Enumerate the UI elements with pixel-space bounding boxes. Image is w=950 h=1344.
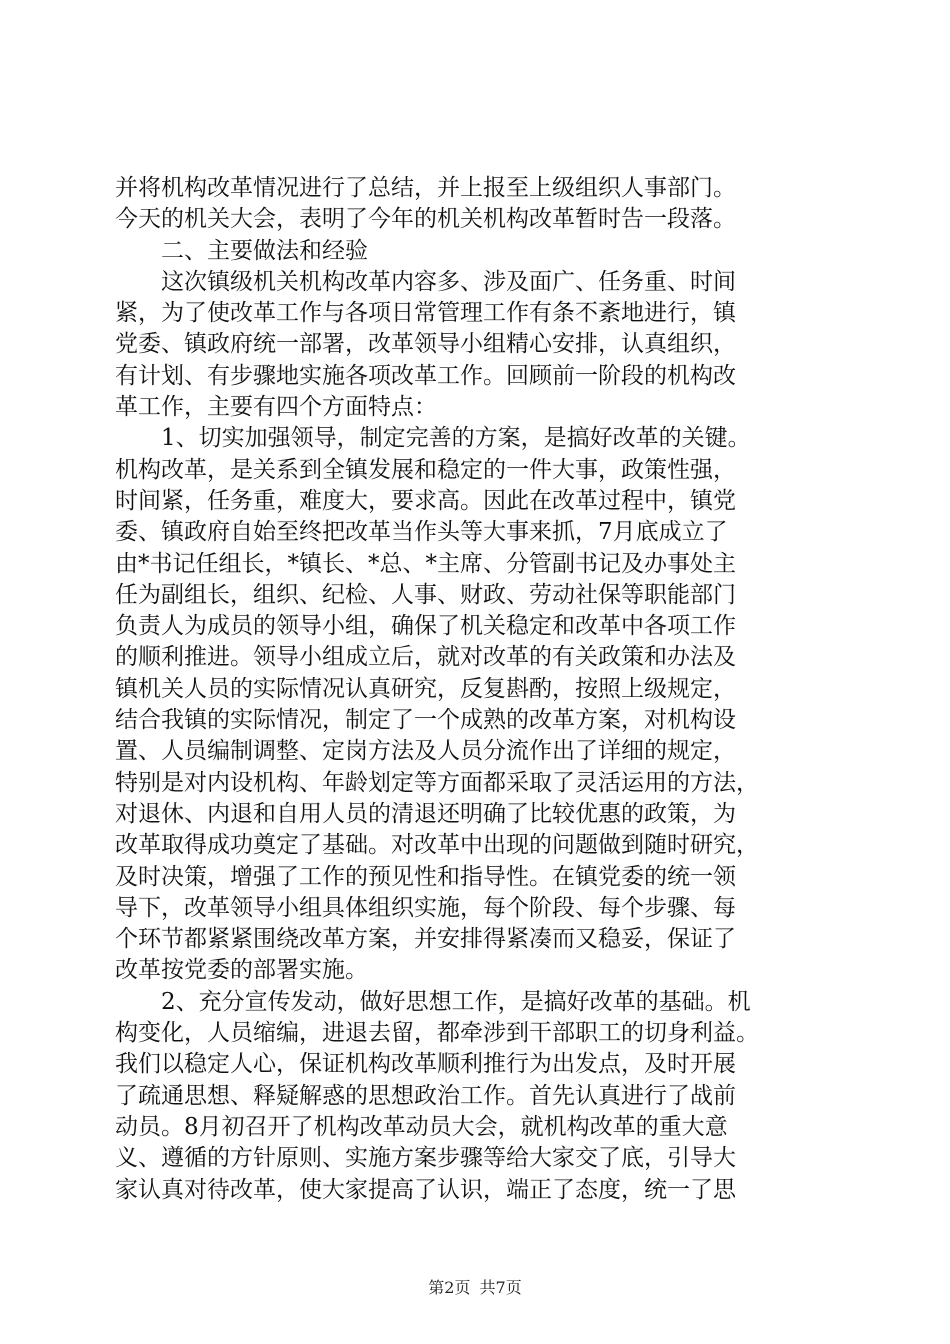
page-number: 第2页: [428, 1278, 471, 1297]
text-line: 构变化，人员缩编，进退去留，都牵涉到干部职工的切身利益。: [115, 1020, 759, 1047]
text-line: 改革按党委的部署实施。: [115, 957, 368, 984]
text-line: 机构改革，是关系到全镇发展和稳定的一件大事，政策性强，: [115, 456, 736, 483]
text-line: 个环节都紧紧围绕改革方案，并安排得紧凑而又稳妥，保证了: [115, 926, 736, 953]
text-line: 并将机构改革情况进行了总结，并上报至上级组织人事部门。: [115, 175, 736, 201]
text-line: 导下，改革领导小组具体组织实施，每个阶段、每个步骤、每: [115, 894, 736, 921]
text-line: 1、切实加强领导，制定完善的方案，是搞好改革的关键。: [115, 425, 751, 452]
text-line: 家认真对待改革，使大家提高了认识，端正了态度，统一了思: [115, 1176, 736, 1203]
text-line: 这次镇级机关机构改革内容多、涉及面广、任务重、时间: [115, 268, 736, 295]
text-line: 了疏通思想、释疑解惑的思想政治工作。首先认真进行了战前: [115, 1082, 736, 1109]
text-line: 动员。8月初召开了机构改革动员大会，就机构改革的重大意: [115, 1113, 728, 1140]
text-line: 特别是对内设机构、年龄划定等方面都采取了灵活运用的方法，: [115, 769, 759, 796]
text-line: 任为副组长，组织、纪检、人事、财政、劳动社保等职能部门: [115, 581, 736, 608]
text-line: 委、镇政府自始至终把改革当作头等大事来抓，7月底成立了: [115, 519, 728, 546]
text-line: 2、充分宣传发动，做好思想工作，是搞好改革的基础。机: [115, 988, 751, 1015]
page-footer: [0, 1275, 950, 1298]
text-line: 的顺利推进。领导小组成立后，就对改革的有关政策和办法及: [115, 644, 736, 671]
text-line: 义、遵循的方针原则、实施方案步骤等给大家交了底，引导大: [115, 1145, 736, 1172]
text-line: 负责人为成员的领导小组，确保了机关稳定和改革中各项工作: [115, 613, 736, 640]
section-heading: 二、主要做法和经验: [115, 237, 368, 264]
text-line: 今天的机关大会，表明了今年的机关机构改革暂时告一段落。: [115, 206, 736, 233]
text-line: 党委、镇政府统一部署，改革领导小组精心安排，认真组织，: [115, 331, 736, 358]
text-line: 对退休、内退和自用人员的清退还明确了比较优惠的政策，为: [115, 800, 736, 827]
text-line: 由*书记任组长，*镇长、*总、*主席、分管副书记及办事处主: [115, 550, 736, 577]
text-line: 有计划、有步骤地实施各项改革工作。回顾前一阶段的机构改: [115, 362, 736, 389]
page-total: 共7页: [479, 1278, 522, 1297]
text-line: 时间紧，任务重，难度大，要求高。因此在改革过程中，镇党: [115, 487, 736, 514]
text-line: 置、人员编制调整、定岗方法及人员分流作出了详细的规定，: [115, 738, 736, 765]
text-line: 及时决策，增强了工作的预见性和指导性。在镇党委的统一领: [115, 863, 736, 890]
text-line: 镇机关人员的实际情况认真研究，反复斟酌，按照上级规定，: [115, 675, 736, 702]
text-line: 紧，为了使改革工作与各项日常管理工作有条不紊地进行，镇: [115, 300, 736, 327]
text-line: 我们以稳定人心，保证机构改革顺利推行为出发点，及时开展: [115, 1051, 736, 1078]
document-body: [115, 173, 845, 1206]
text-line: 革工作，主要有四个方面特点：: [115, 394, 437, 421]
text-line: 改革取得成功奠定了基础。对改革中出现的问题做到随时研究，: [115, 832, 759, 859]
text-line: 结合我镇的实际情况，制定了一个成熟的改革方案，对机构设: [115, 707, 736, 734]
